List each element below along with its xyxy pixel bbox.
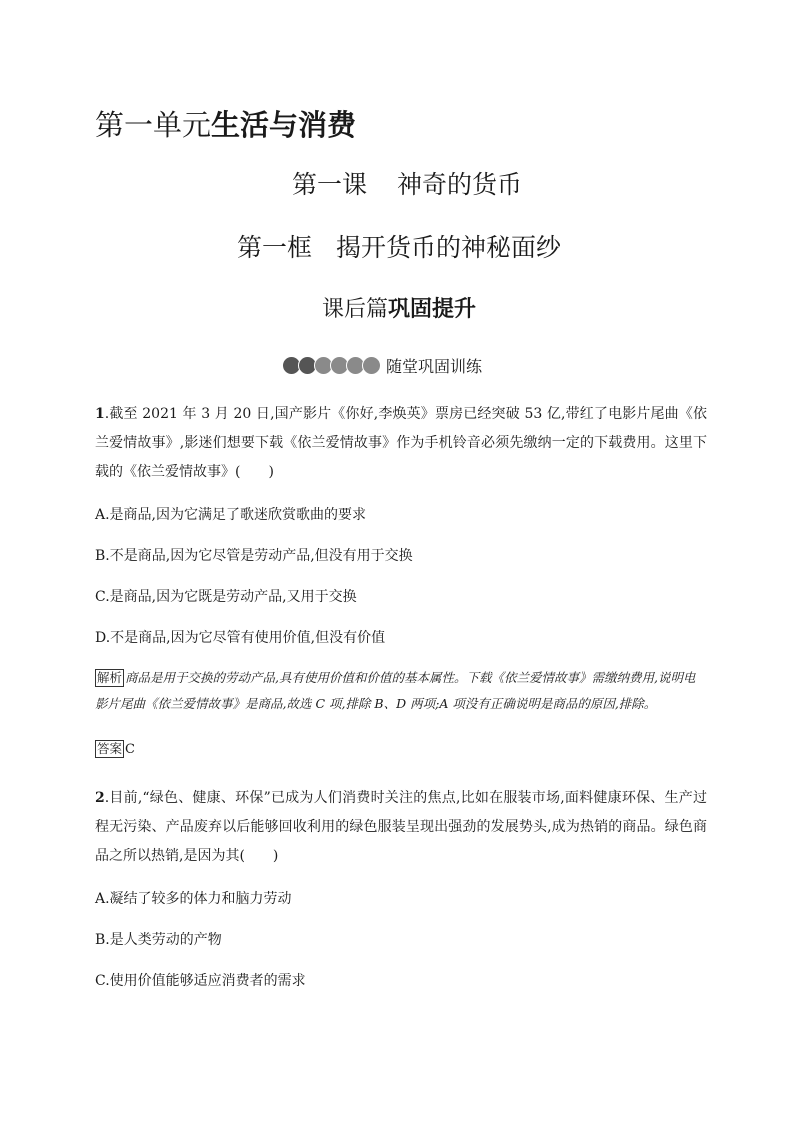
practice-header [282,352,482,378]
answer-tag: 答案 [97,741,123,756]
unit-title [95,103,356,144]
unit-name: 生活与消费 [211,108,357,142]
frame-title [0,228,794,264]
question-2 [95,784,707,991]
analysis-text: 商品是用于交换的劳动产品,具有使用价值和价值的基本属性。下载《依兰爱情故事》需缴纳费用,说明电影片尾曲《依兰爱情故事》是商品,故选 C 项,排除 B、D 两项;A 项没有正确说明是商品的原因,排除。 [95,670,696,711]
section-prefix: 课后篇 [321,297,388,322]
question-number: 1 [95,406,105,422]
practice-dots [282,356,378,375]
practice-label: 随堂巩固训练 [386,356,483,376]
answer [95,740,707,760]
option-d: D.不是商品,因为它尽管有使用价值,但没有价值 [95,630,386,646]
section-title [0,292,794,323]
analysis [95,665,707,717]
option-a: A.是商品,因为它满足了歌迷欣赏歌曲的要求 [95,507,367,523]
analysis-tag: 解析 [97,670,123,685]
lesson-name: 神奇的货币 [397,170,523,199]
unit-prefix: 第一单元 [95,108,212,142]
frame-name: 揭开货币的神秘面纱 [336,233,562,262]
light-dot-icon [362,356,381,375]
section-name: 巩固提升 [388,297,477,322]
option-b: B.是人类劳动的产物 [95,932,222,948]
question-1 [95,400,707,760]
question-text: .截至 2021 年 3 月 20 日,国产影片《你好,李焕英》票房已经突破 53 亿,带红了电影片尾曲《依兰爱情故事》,影迷们想要下载《依兰爱情故事》作为手机铃音必须先缴纳一定的下载费用。这里下载的《依兰爱情故事》( ) [95,406,707,480]
question-number: 2 [95,790,105,806]
frame-number: 第一框 [236,233,312,262]
lesson-title [0,165,794,201]
answer-value: C [125,742,135,757]
question-stem [95,784,707,871]
option-a: A.凝结了较多的体力和脑力劳动 [95,891,292,907]
lesson-number: 第一课 [291,170,367,199]
questions-content [95,400,707,991]
option-b: B.不是商品,因为它尽管是劳动产品,但没有用于交换 [95,548,413,564]
question-stem [95,400,707,487]
question-text: .目前,“绿色、健康、环保”已成为人们消费时关注的焦点,比如在服装市场,面料健康环保、生产过程无污染、产品废弃以后能够回收利用的绿色服装呈现出强劲的发展势头,成为热销的商品。绿色商品之所以热销,是因为其( ) [95,790,707,864]
option-c: C.是商品,因为它既是劳动产品,又用于交换 [95,589,357,605]
option-c: C.使用价值能够适应消费者的需求 [95,973,306,989]
